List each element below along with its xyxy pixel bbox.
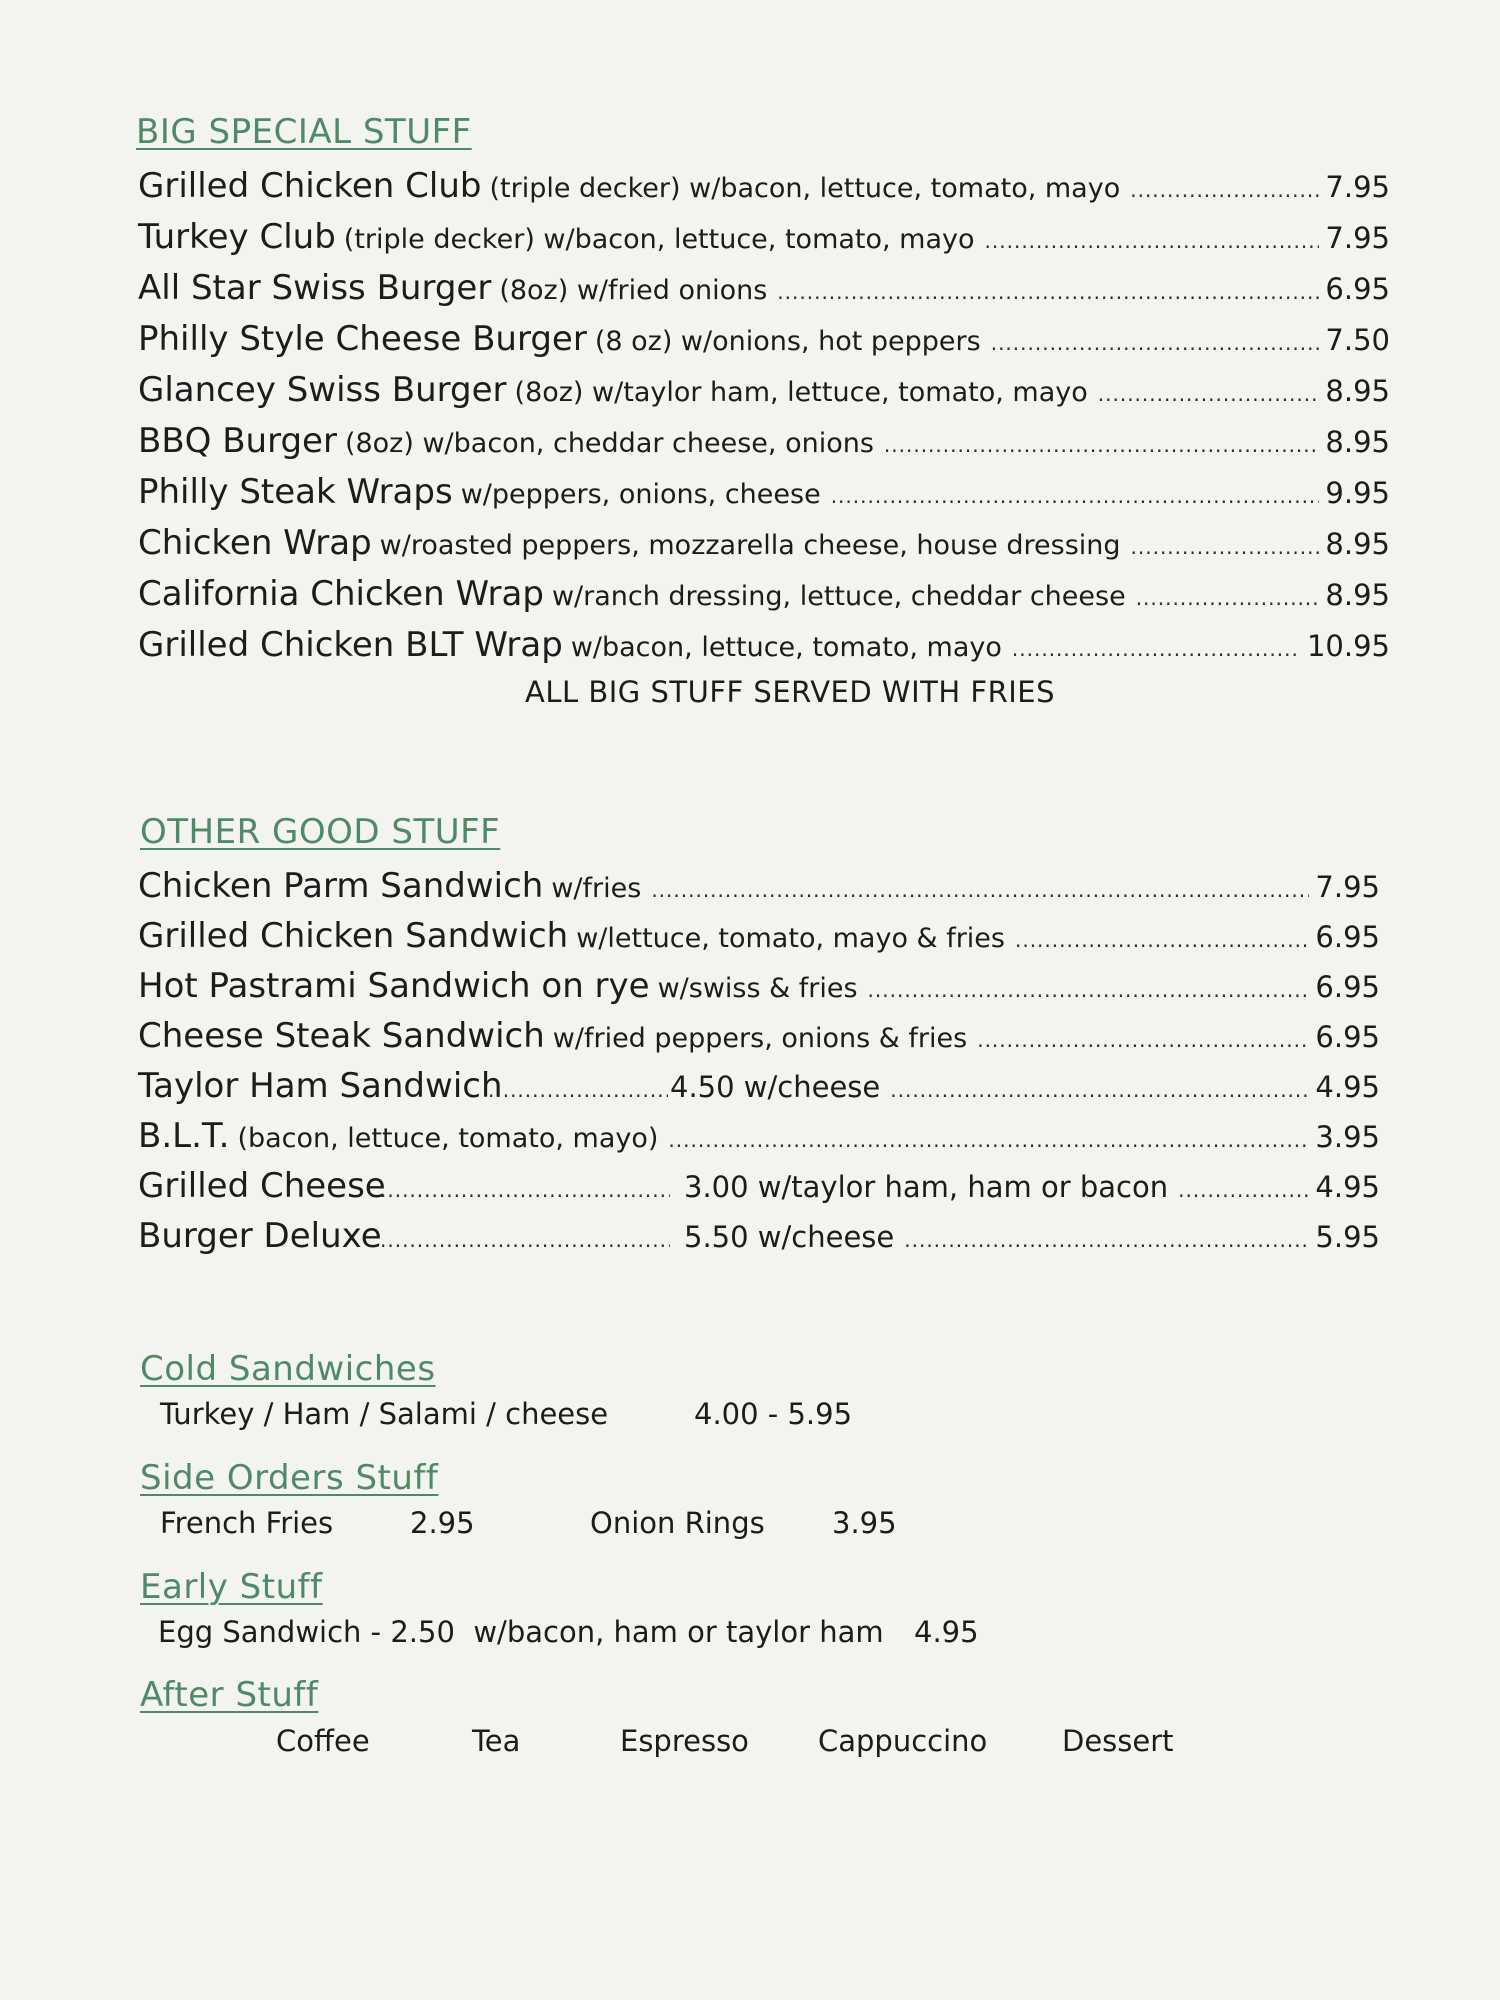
- menu-item: [138, 217, 1390, 257]
- item-price: 8.95: [1325, 374, 1390, 408]
- after-item-tea: Tea: [472, 1724, 521, 1758]
- item-name: Grilled Chicken BLT Wrap: [138, 625, 563, 665]
- item-price: 3.95: [1315, 1120, 1380, 1154]
- early-price: 4.95: [914, 1615, 979, 1649]
- menu-item: [138, 1116, 1380, 1156]
- dot-leader: [777, 280, 1319, 304]
- item-desc: (triple decker) w/bacon, lettuce, tomato, mayo: [343, 224, 975, 255]
- menu-item: [138, 268, 1390, 308]
- item-name: B.L.T.: [138, 1116, 230, 1156]
- dot-leader: [884, 433, 1320, 457]
- item-name: Chicken Wrap: [138, 523, 372, 563]
- dot-leader: [890, 1078, 1309, 1102]
- item-name: Glancey Swiss Burger: [138, 370, 507, 410]
- item-desc: w/peppers, onions, cheese: [460, 479, 821, 510]
- item-desc: (8oz) w/fried onions: [499, 275, 768, 306]
- early-title: Early Stuff: [140, 1567, 323, 1607]
- dot-leader: [1131, 535, 1320, 559]
- item-name: Cheese Steak Sandwich: [138, 1016, 545, 1056]
- item-price: 6.95: [1315, 920, 1380, 954]
- menu-item: [138, 523, 1390, 563]
- dot-leader: [985, 229, 1320, 253]
- item-price: 8.95: [1325, 425, 1390, 459]
- item-desc: w/fried peppers, onions & fries: [552, 1023, 968, 1054]
- item-desc: (8oz) w/taylor ham, lettuce, tomato, mayo: [514, 377, 1088, 408]
- item-price: 7.95: [1325, 170, 1390, 204]
- dot-leader: [831, 484, 1320, 508]
- dot-leader: [977, 1028, 1309, 1052]
- dot-leader: [868, 978, 1310, 1002]
- item-desc: w/swiss & fries: [657, 973, 858, 1004]
- menu-item: [138, 574, 1390, 614]
- item-name: Burger Deluxe: [138, 1216, 382, 1256]
- sides-title: Side Orders Stuff: [140, 1458, 439, 1498]
- menu-item: [138, 421, 1390, 461]
- cold-price: 4.00 - 5.95: [694, 1397, 853, 1431]
- fries-note: ALL BIG STUFF SERVED WITH FRIES: [524, 675, 1056, 709]
- item-name: Philly Steak Wraps: [138, 472, 453, 512]
- item-name: BBQ Burger: [138, 421, 337, 461]
- dot-leader: [651, 878, 1309, 902]
- item-price: 6.95: [1315, 970, 1380, 1004]
- dot-leader: [1136, 586, 1320, 610]
- item-name: Chicken Parm Sandwich: [138, 866, 544, 906]
- menu-item: [138, 1166, 1380, 1206]
- item-option: 5.50 w/cheese: [684, 1220, 895, 1254]
- menu-item: [138, 1066, 1380, 1106]
- item-price: 8.95: [1325, 527, 1390, 561]
- other-good-title: OTHER GOOD STUFF: [140, 812, 501, 852]
- menu-item: [138, 966, 1380, 1006]
- item-desc: w/fries: [551, 873, 642, 904]
- menu-item: [138, 625, 1390, 665]
- menu-item: [138, 916, 1380, 956]
- item-price: 9.95: [1325, 476, 1390, 510]
- dot-leader: [380, 1228, 670, 1252]
- menu-item: [138, 1216, 1380, 1256]
- item-name: Hot Pastrami Sandwich on rye: [138, 966, 650, 1006]
- item-desc: (bacon, lettuce, tomato, mayo): [237, 1123, 659, 1154]
- dot-leader: [488, 1078, 668, 1102]
- item-name: All Star Swiss Burger: [138, 268, 492, 308]
- dot-leader: [904, 1228, 1309, 1252]
- item-price: 10.95: [1306, 629, 1390, 663]
- item-option: 4.50 w/cheese: [670, 1070, 881, 1104]
- dot-leader: [668, 1128, 1309, 1152]
- after-item-espresso: Espresso: [620, 1724, 749, 1758]
- dot-leader: [1012, 637, 1301, 661]
- after-item-coffee: Coffee: [276, 1724, 370, 1758]
- after-title: After Stuff: [140, 1675, 319, 1715]
- dot-leader: [991, 331, 1320, 355]
- item-price: 8.95: [1325, 578, 1390, 612]
- dot-leader: [1178, 1178, 1309, 1202]
- item-price: 4.95: [1315, 1170, 1380, 1204]
- cold-item: Turkey / Ham / Salami / cheese: [160, 1397, 609, 1431]
- item-price: 5.95: [1315, 1220, 1380, 1254]
- item-name: Turkey Club: [138, 217, 336, 257]
- fries-price: 2.95: [410, 1506, 475, 1540]
- item-name: California Chicken Wrap: [138, 574, 544, 614]
- menu-item: [138, 1016, 1380, 1056]
- menu-item: [138, 166, 1390, 206]
- item-desc: (8oz) w/bacon, cheddar cheese, onions: [344, 428, 874, 459]
- item-desc: (triple decker) w/bacon, lettuce, tomato, mayo: [489, 173, 1121, 204]
- item-option: 3.00 w/taylor ham, ham or bacon: [684, 1170, 1169, 1204]
- cold-title: Cold Sandwiches: [140, 1349, 436, 1389]
- item-price: 4.95: [1315, 1070, 1380, 1104]
- menu-item: [138, 472, 1390, 512]
- rings-price: 3.95: [832, 1506, 897, 1540]
- item-desc: w/bacon, lettuce, tomato, mayo: [570, 632, 1002, 663]
- early-item: Egg Sandwich - 2.50 w/bacon, ham or taylor ham: [158, 1615, 884, 1649]
- item-desc: w/lettuce, tomato, mayo & fries: [576, 923, 1005, 954]
- item-price: 6.95: [1315, 1020, 1380, 1054]
- big-special-title: BIG SPECIAL STUFF: [136, 112, 472, 152]
- item-name: Grilled Cheese: [138, 1166, 386, 1206]
- dot-leader: [380, 1178, 670, 1202]
- item-desc: (8 oz) w/onions, hot peppers: [594, 326, 981, 357]
- item-name: Philly Style Cheese Burger: [138, 319, 587, 359]
- item-name: Grilled Chicken Club: [138, 166, 482, 206]
- dot-leader: [1015, 928, 1309, 952]
- item-price: 6.95: [1325, 272, 1390, 306]
- item-price: 7.95: [1315, 870, 1380, 904]
- menu-item: [138, 319, 1390, 359]
- menu-item: [138, 866, 1380, 906]
- item-name: Grilled Chicken Sandwich: [138, 916, 569, 956]
- after-item-dessert: Dessert: [1062, 1724, 1174, 1758]
- after-item-cappuccino: Cappuccino: [818, 1724, 988, 1758]
- fries-label: French Fries: [160, 1506, 334, 1540]
- item-price: 7.50: [1325, 323, 1390, 357]
- item-desc: w/roasted peppers, mozzarella cheese, house dressing: [379, 530, 1121, 561]
- item-desc: w/ranch dressing, lettuce, cheddar cheese: [551, 581, 1126, 612]
- rings-label: Onion Rings: [590, 1506, 765, 1540]
- item-name: Taylor Ham Sandwich: [138, 1066, 503, 1106]
- dot-leader: [1130, 178, 1319, 202]
- menu-item: [138, 370, 1390, 410]
- item-price: 7.95: [1325, 221, 1390, 255]
- dot-leader: [1098, 382, 1320, 406]
